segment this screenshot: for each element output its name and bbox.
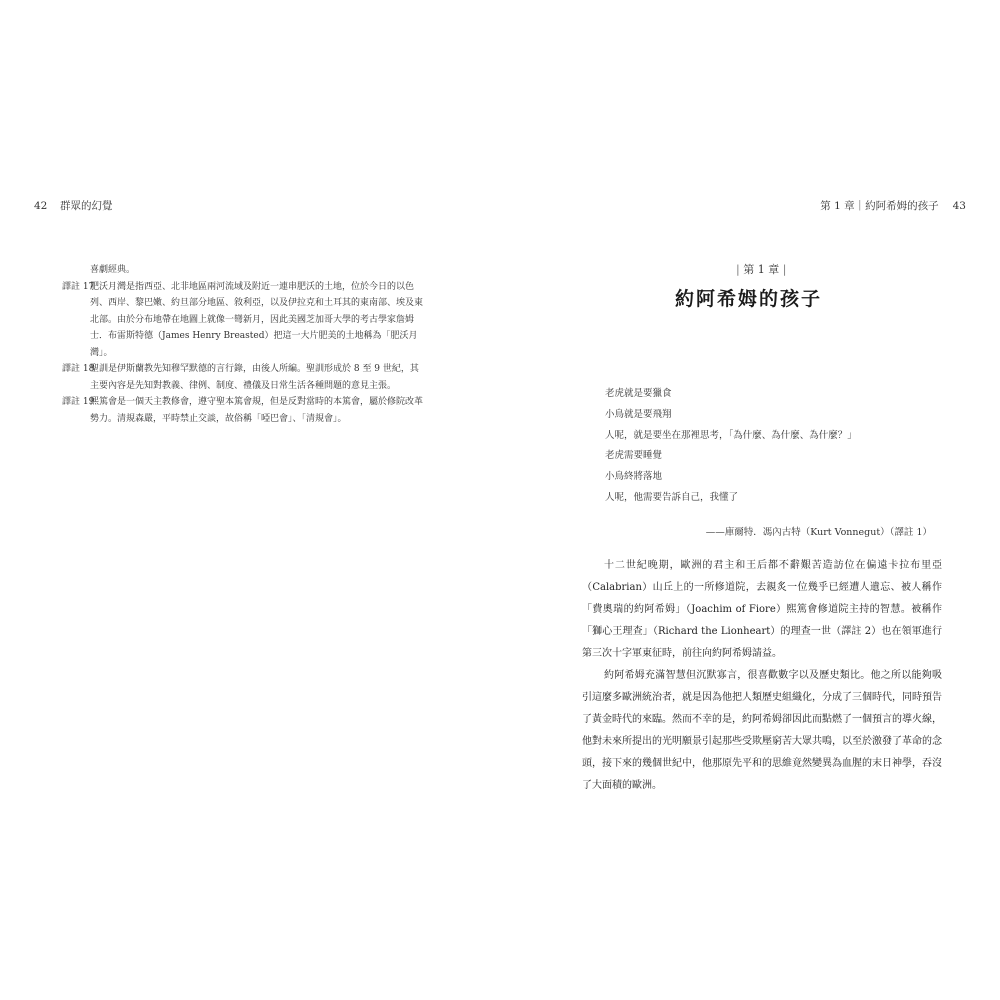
epigraph-attribution: ——庫爾特．馮內古特（Kurt Vonnegut）（譯註 1） (705, 527, 932, 538)
epigraph-line: 人呢，就是要坐在那裡思考，「為什麼、為什麼、為什麼？」 (605, 429, 857, 441)
epigraph-line: 人呢，他需要告訴自己，我懂了 (605, 491, 739, 503)
note-label: 譯註 19 (62, 397, 95, 407)
note-text: 聖訓是伊斯蘭教先知穆罕默德的言行錄，由後人所編。聖訓形成於 8 至 9 世紀，其主要內容是先知對教義、律例、制度、禮儀及日常生活各種問題的意見主張。 (90, 364, 419, 391)
chapter-label (736, 261, 786, 277)
chapter-running-title: 第 1 章｜約阿希姆的孩子 (820, 200, 939, 212)
chapter-body (582, 555, 942, 797)
note-17 (62, 279, 424, 362)
note-18 (62, 361, 424, 394)
bracket-left: | (736, 263, 740, 276)
epigraph (605, 384, 857, 509)
note-label: 譯註 17 (62, 281, 95, 292)
right-running-head (820, 198, 966, 213)
epigraph-line: 老虎需要睡覺 (605, 450, 663, 462)
chapter-number: 第 1 章 (743, 263, 780, 276)
note-continuation: 喜劇經典。 (90, 265, 136, 275)
note-text: 肥沃月灣是指西亞、北非地區兩河流域及附近一連串肥沃的土地，位於今日的以色列、西岸、黎巴嫩、約旦部分地區、敘利亞，以及伊拉克和土耳其的東南部、埃及東北部。由於分布地帶在地圖上就像一彎新月，因此美國芝加哥大學的考古學家詹姆士．布雷斯特德（James Henry Breasted）把這一大片肥美的土地稱為「肥沃月灣」。 (90, 281, 424, 358)
note-19 (62, 394, 424, 427)
right-page-number: 43 (952, 200, 966, 212)
note-text: 熙篤會是一個天主教修會，遵守聖本篤會規，但是反對當時的本篤會，屬於修院改革勢力。清規森嚴，平時禁止交談，故俗稱「啞巴會」、「清規會」。 (90, 397, 424, 424)
note-label: 譯註 18 (62, 364, 95, 374)
epigraph-line: 小鳥終將落地 (605, 471, 663, 483)
left-page-number: 42 (34, 200, 48, 212)
chapter-title: 約阿希姆的孩子 (675, 288, 823, 310)
bracket-right: | (782, 263, 787, 276)
body-paragraph: 約阿希姆充滿智慧但沉默寡言，很喜歡數字以及歷史類比。他之所以能夠吸引這麼多歐洲統治者，就是因為他把人類歷史組織化，分成了三個時代，同時預告了黃金時代的來臨。然而不幸的是，約阿希姆卻因此而點燃了一個預言的導火線，他對未來所提出的光明願景引起那些受欺壓窮苦大眾共鳴，以至於激發了革命的念頭，接下來的幾個世紀中，他那原先平和的思維竟然變異為血腥的末日神學，吞沒了大面積的歐洲。 (582, 670, 942, 791)
translator-notes (62, 262, 424, 427)
left-running-head (34, 198, 113, 213)
epigraph-line: 老虎就是要獵食 (605, 388, 672, 399)
book-title: 群眾的幻覺 (60, 200, 113, 212)
epigraph-line: 小鳥就是要飛翔 (605, 408, 672, 420)
body-paragraph: 十二世紀晚期，歐洲的君主和王后都不辭艱苦造訪位在偏遠卡拉布里亞（Calabrian）山丘上的一所修道院，去親炙一位幾乎已經遭人遺忘、被人稱作「費奧瑞的約阿希姆」（Joachim of Fiore）熙篤會修道院主持的智慧。被稱作「獅心王理查」（Richard the Lionheart）的理查一世（譯註 2）也在領軍進行第三次十字軍東征時，前往向約阿希姆請益。 (582, 560, 942, 659)
